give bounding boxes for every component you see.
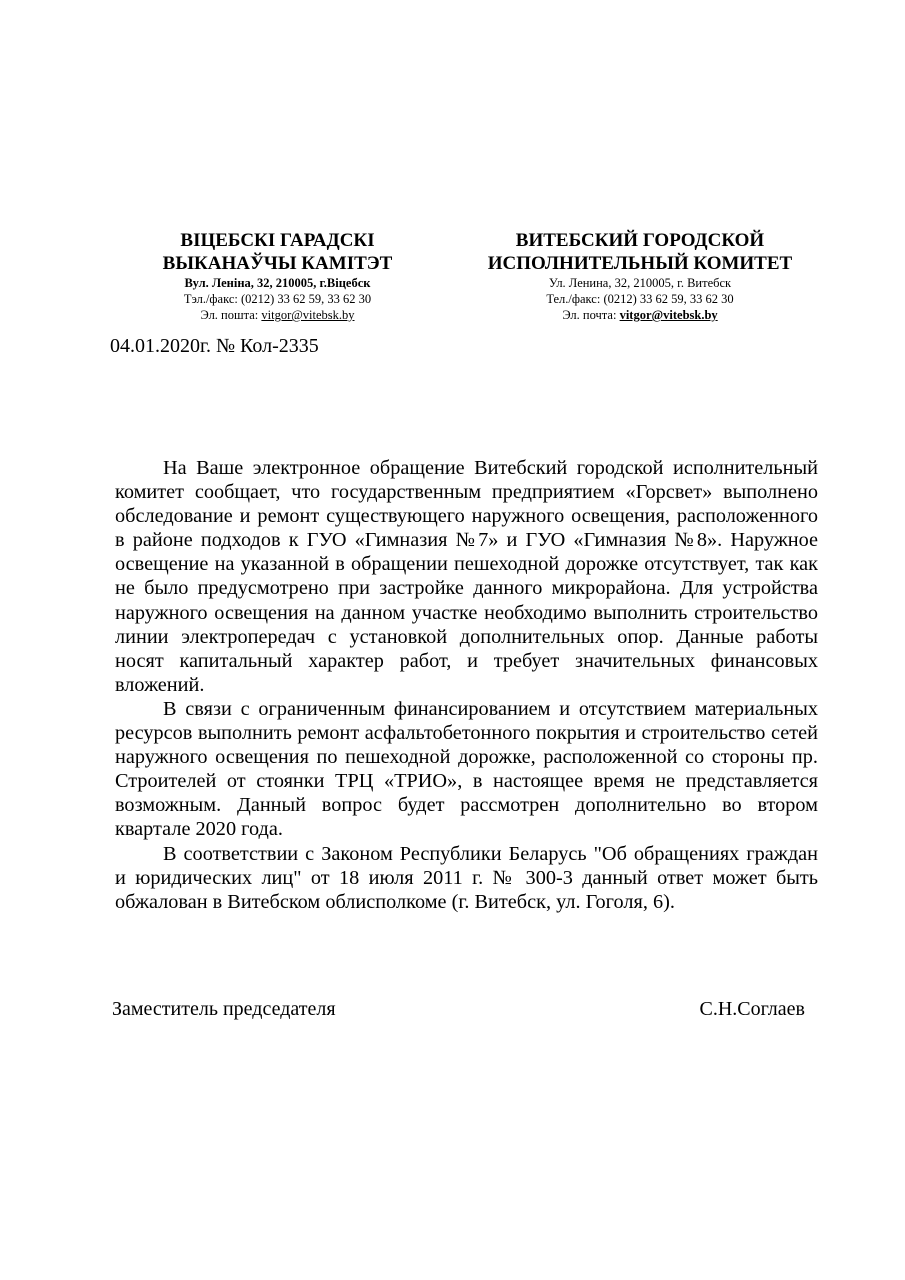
email-line-by	[150, 307, 405, 323]
paragraph-3: В соответствии с Законом Республики Беларусь "Об обращениях граждан и юридических лиц" от 18 июля 2011 г. № 300-3 данный ответ может быть обжалован в Витебском облисполкоме (г. Витебск, ул. Гоголя, 6).	[115, 842, 818, 913]
paragraph-1: На Ваше электронное обращение Витебский городской исполнительный комитет сообщает, что государственным предприятием «Горсвет» выполнено обследование и ремонт существующего наружного освещения, расположенного в районе подходов к ГУО «Гимназия №7» и ГУО «Гимназия №8». Наружное освещение на указанной в обращении пешеходной дорожке отсутствует, так как не было предусмотрено при застройке данного микрорайона. Для устройства наружного освещения на данном участке необходимо выполнить строительство линии электропередач с установкой дополнительных опор. Данные работы носят капитальный характер работ, и требует значительных финансовых вложений.	[115, 457, 818, 696]
paragraph-2: В связи с ограниченным финансированием и отсутствием материальных ресурсов выполнить ремонт асфальтобетонного покрытия и строительство сетей наружного освещения по пешеходной дорожке, расположенной со стороны пр. Строителей от стоянки ТРЦ «ТРИО», в настоящее время не представляется возможным. Данный вопрос будет рассмотрен дополнительно во втором квартале 2020 года.	[115, 697, 818, 841]
signature-block	[112, 998, 805, 1021]
signer-name: С.Н.Соглаев	[699, 998, 805, 1020]
org-name-line1-ru: ВИТЕБСКИЙ ГОРОДСКОЙ	[515, 230, 765, 251]
org-name-line2-by: ВЫКАНАЎЧЫ КАМІТЭТ	[162, 253, 393, 274]
email-line-ru	[475, 307, 805, 323]
address-ru: Ул. Ленина, 32, 210005, г. Витебск	[548, 276, 732, 290]
phone-by: Тэл./факс: (0212) 33 62 59, 33 62 30	[183, 292, 372, 306]
org-name-line2-ru: ИСПОЛНИТЕЛЬНЫЙ КОМИТЕТ	[487, 253, 793, 274]
document-reference: 04.01.2020г. № Кол-2335	[110, 335, 319, 357]
org-name-line1-by: ВІЦЕБСКІ ГАРАДСКІ	[180, 230, 375, 251]
signer-position: Заместитель председателя	[112, 998, 336, 1020]
phone-ru: Тел./факс: (0212) 33 62 59, 33 62 30	[546, 292, 734, 306]
email-label-by: Эл. пошта:	[200, 308, 262, 322]
email-link-by[interactable]: vitgor@vitebsk.by	[261, 308, 355, 322]
email-label-ru: Эл. почта:	[562, 308, 620, 322]
letterhead-russian	[475, 229, 805, 323]
email-link-ru[interactable]: vitgor@vitebsk.by	[619, 308, 718, 322]
address-by: Вул. Леніна, 32, 210005, г.Віцебск	[184, 276, 371, 290]
letter-body	[115, 456, 818, 914]
letterhead-belarusian	[150, 229, 405, 323]
